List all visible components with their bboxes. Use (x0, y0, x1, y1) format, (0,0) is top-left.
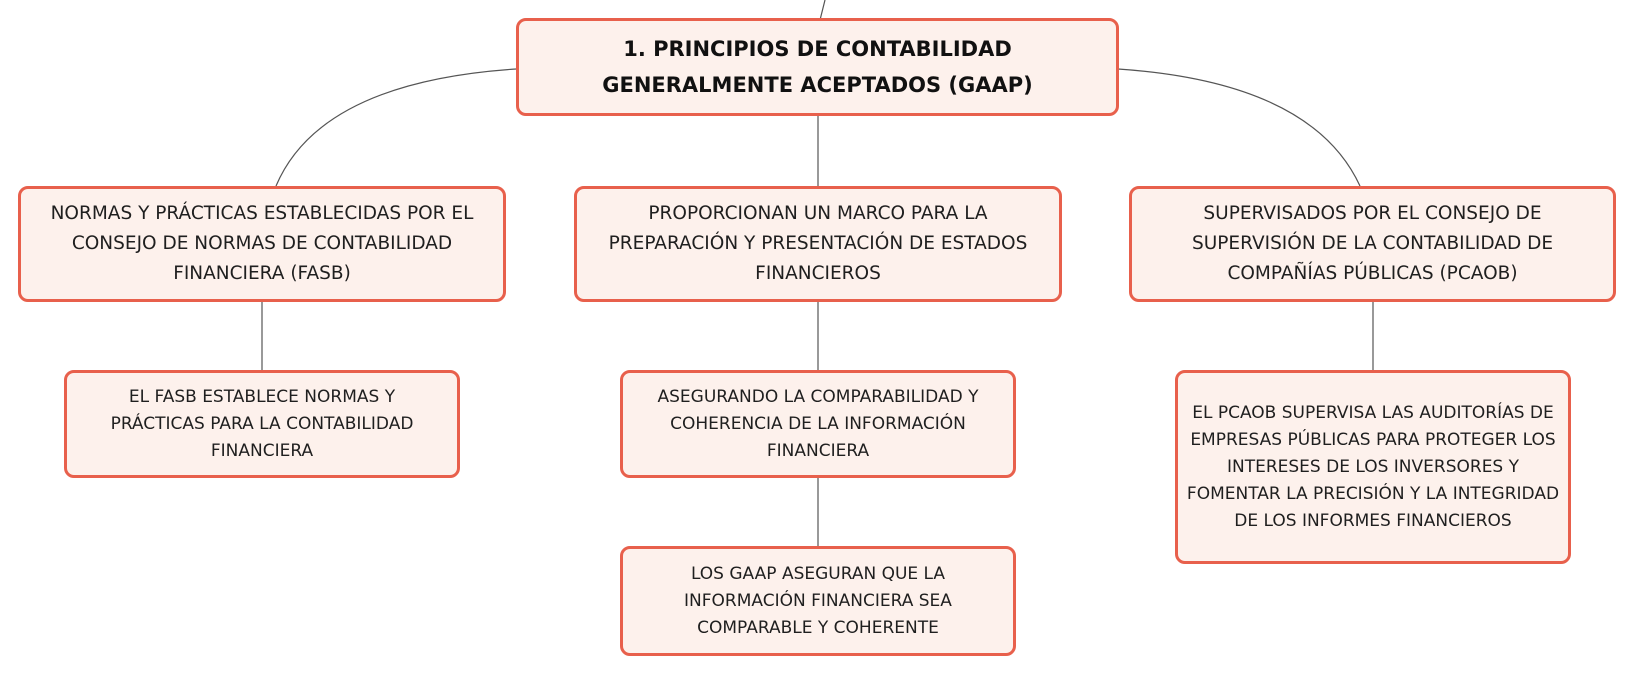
child-node-pcaob-label: EL PCAOB SUPERVISA LAS AUDITORÍAS DE EMPRESAS PÚBLICAS PARA PROTEGER LOS INTERESES DE LOS INVERSORES Y FOMENTAR LA PRECISIÓN Y LA INTEGRIDAD DE LOS INFORMES FINANCIEROS (1186, 402, 1560, 531)
child-node-gaap-coherente-label: LOS GAAP ASEGURAN QUE LA INFORMACIÓN FINANCIERA SEA COMPARABLE Y COHERENTE (684, 563, 952, 638)
child-node-gaap-coherente[interactable] (620, 546, 1016, 656)
connector-root-to-branch-1 (276, 69, 516, 186)
branch-node-fasb-label: NORMAS Y PRÁCTICAS ESTABLECIDAS POR EL CONSEJO DE NORMAS DE CONTABILIDAD FINANCIERA (FASB) (50, 203, 474, 284)
branch-node-marco[interactable] (574, 186, 1062, 302)
child-node-fasb-label: EL FASB ESTABLECE NORMAS Y PRÁCTICAS PARA LA CONTABILIDAD FINANCIERA (110, 386, 414, 461)
connector-root-to-branch-3 (1118, 69, 1360, 186)
root-node[interactable] (516, 18, 1119, 116)
branch-node-fasb[interactable] (18, 186, 506, 302)
child-node-comparabilidad[interactable] (620, 370, 1016, 478)
child-node-pcaob[interactable] (1175, 370, 1571, 564)
branch-node-pcaob-label: SUPERVISADOS POR EL CONSEJO DE SUPERVISIÓN DE LA CONTABILIDAD DE COMPAÑÍAS PÚBLICAS (PCAOB) (1191, 203, 1554, 284)
child-node-comparabilidad-label: ASEGURANDO LA COMPARABILIDAD Y COHERENCIA DE LA INFORMACIÓN FINANCIERA (657, 386, 979, 461)
child-node-fasb[interactable] (64, 370, 460, 478)
root-node-label: 1. PRINCIPIOS DE CONTABILIDAD GENERALMENTE ACEPTADOS (GAAP) (602, 37, 1033, 97)
connector-root-incoming (820, 0, 825, 20)
branch-node-pcaob[interactable] (1129, 186, 1616, 302)
branch-node-marco-label: PROPORCIONAN UN MARCO PARA LA PREPARACIÓN Y PRESENTACIÓN DE ESTADOS FINANCIEROS (608, 203, 1028, 284)
